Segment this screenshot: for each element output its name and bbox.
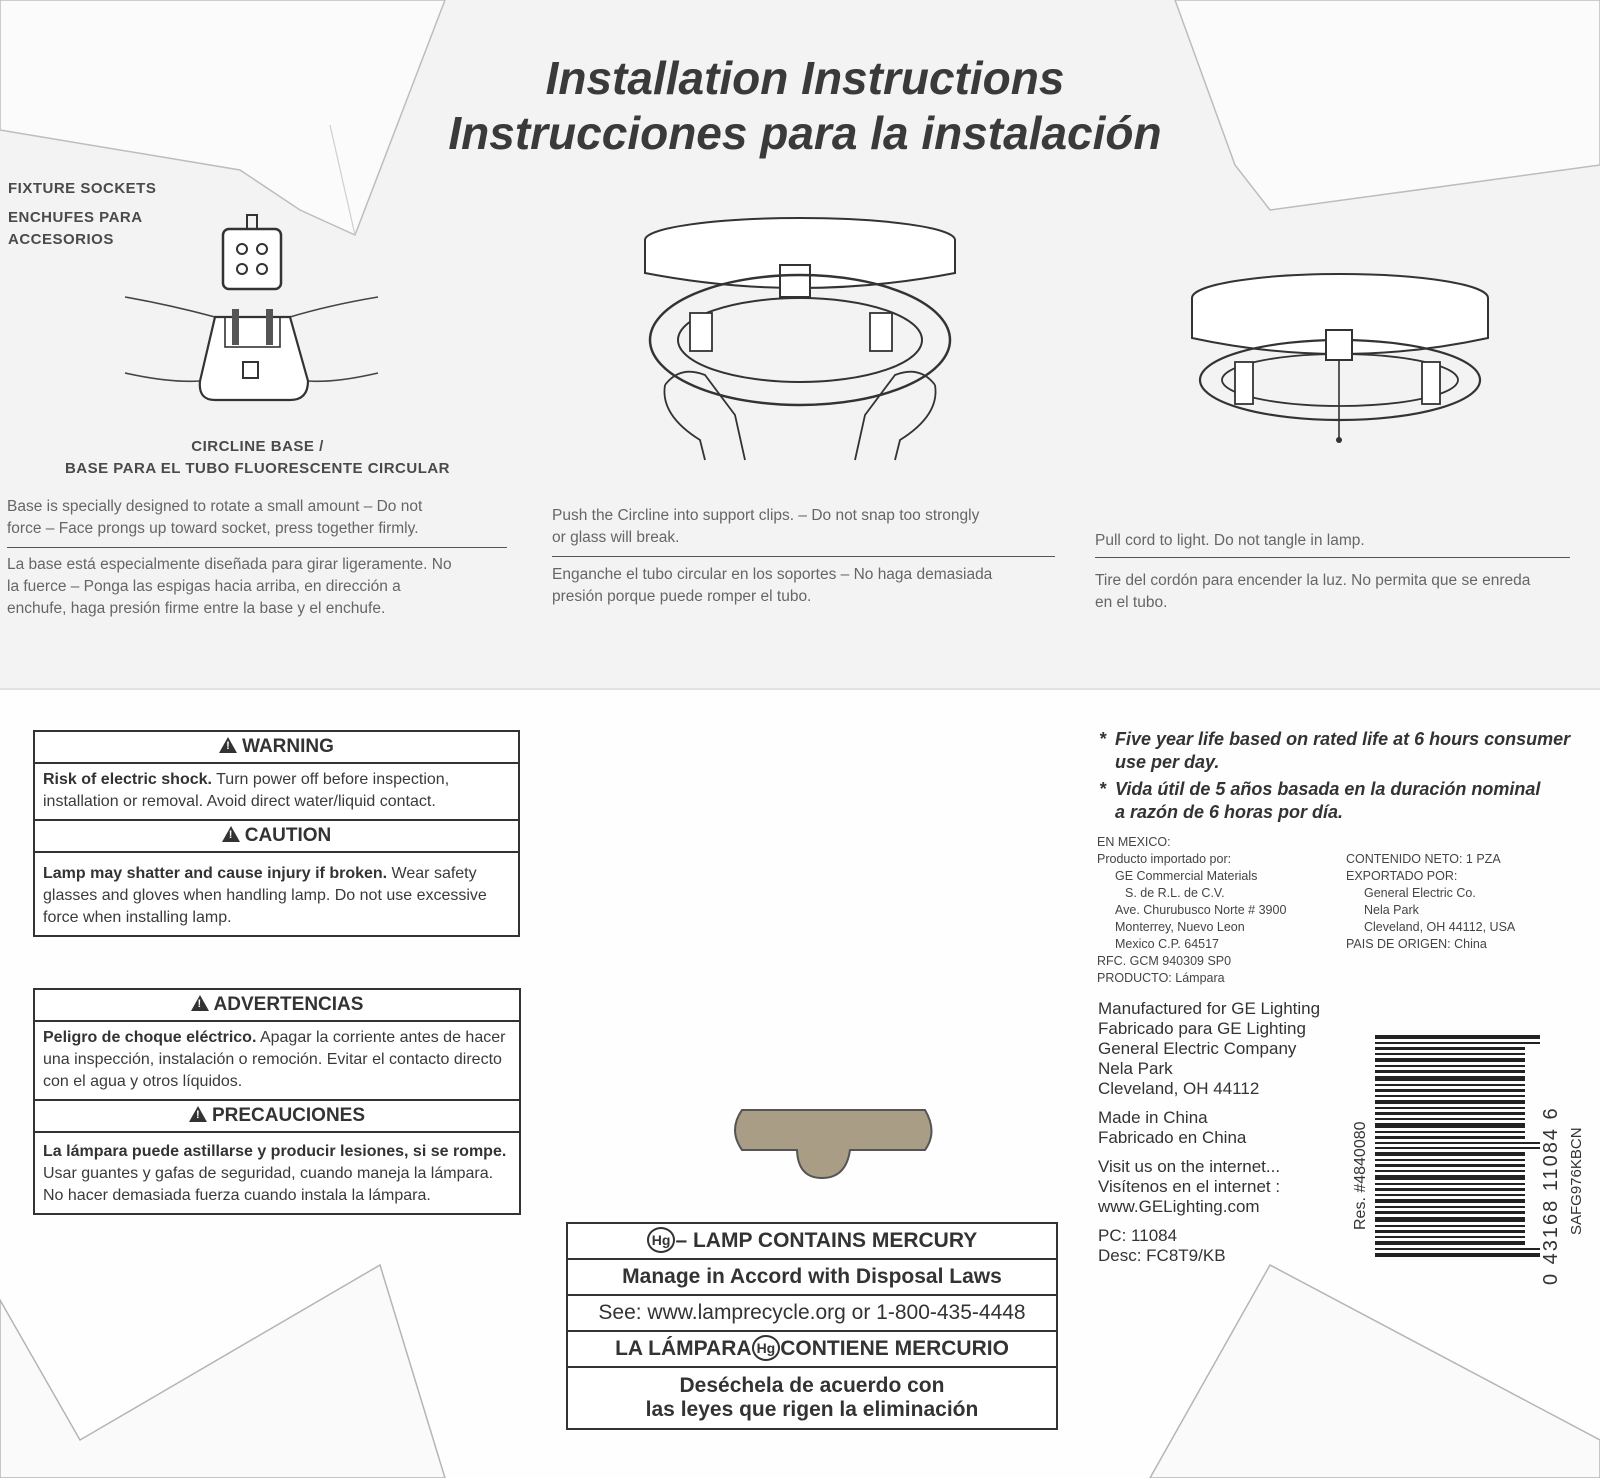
warning-text: Risk of electric shock. Turn power off before inspection, installation or removal. Avoid direct water/liquid contact. bbox=[43, 771, 450, 810]
step1-text-es-3: enchufe, haga presión firme entre la base y el enchufe. bbox=[7, 600, 386, 617]
product-codes: PC: 11084 Desc: FC8T9/KB bbox=[1098, 1226, 1226, 1265]
life-note-es: * Vida útil de 5 años basada en la duración nominal a razón de 6 horas por día. bbox=[1099, 779, 1541, 822]
advertencias-heading: !ADVERTENCIAS bbox=[35, 990, 519, 1022]
circline-base-caption-1: CIRCLINE BASE / bbox=[191, 438, 324, 455]
caution-text: Lamp may shatter and cause injury if broken. Wear safety glasses and gloves when handling lamp. Do not use excessive force when installing lamp. bbox=[43, 865, 487, 926]
step1-divider bbox=[7, 547, 507, 548]
step1-text-en-2: force – Face prongs up toward socket, press together firmly. bbox=[7, 520, 419, 537]
step2-text-en-2: or glass will break. bbox=[552, 529, 680, 546]
warning-triangle-icon bbox=[219, 737, 237, 753]
contiene-mercurio: LA LÁMPARA Hg CONTIENE MERCURIO bbox=[568, 1332, 1056, 1368]
step2-text-es-2: presión porque puede romper el tubo. bbox=[552, 588, 812, 605]
life-note-en: * Five year life based on rated life at 6 hours consumer use per day. bbox=[1099, 729, 1571, 772]
hang-hole bbox=[735, 1110, 932, 1178]
step3-text-en-1: Pull cord to light. Do not tangle in lamp. bbox=[1095, 532, 1365, 549]
step3-text-es-2: en el tubo. bbox=[1095, 594, 1168, 611]
disposal-laws: Manage in Accord with Disposal Laws bbox=[568, 1260, 1056, 1296]
circline-clips-illustration bbox=[640, 215, 970, 475]
advertencias-text: Peligro de choque eléctrico. Apagar la corriente antes de hacer una inspección, instalación o remoción. Evitar el contacto directo con el agua y otros líquidos. bbox=[43, 1029, 506, 1090]
step1-text-es-1: La base está especialmente diseñada para girar ligeramente. No bbox=[7, 556, 452, 573]
caution-heading: !CAUTION bbox=[35, 819, 518, 853]
step1-text-en-1: Base is specially designed to rotate a small amount – Do not bbox=[7, 498, 423, 515]
warning-heading: !WARNING bbox=[35, 732, 518, 764]
fixture-sockets-label: FIXTURE SOCKETS bbox=[8, 180, 157, 197]
step2-text-es-1: Enganche el tubo circular en los soportes – No haga demasiada bbox=[552, 566, 993, 583]
desechela: Deséchela de acuerdo con las leyes que rigen la eliminación bbox=[645, 1374, 979, 1421]
mercury-disposal-box bbox=[566, 1222, 1058, 1430]
precauciones-triangle-icon bbox=[189, 1106, 207, 1122]
step2-text-en-1: Push the Circline into support clips. – Do not snap too strongly bbox=[552, 507, 980, 524]
step2-divider bbox=[552, 556, 1055, 557]
step3-text-es-1: Tire del cordón para encender la luz. No permita que se enreda bbox=[1095, 572, 1531, 589]
hg-symbol-icon-2: Hg bbox=[752, 1335, 781, 1361]
advertencias-precauciones-box bbox=[33, 988, 521, 1215]
precauciones-text: La lámpara puede astillarse y producir lesiones, si se rompe. Usar guantes y gafas de seguridad, cuando maneja la lámpara. No hacer demasiada fuerza cuando instala la lámpara. bbox=[43, 1143, 507, 1204]
pull-cord-illustration bbox=[1190, 270, 1510, 450]
enchufes-label-2: ACCESORIOS bbox=[8, 231, 114, 248]
upc-barcode bbox=[1375, 1035, 1540, 1265]
step1-text-es-2: la fuerce – Ponga las espigas hacia arriba, en dirección a bbox=[7, 578, 401, 595]
lamp-contains-mercury: Hg – LAMP CONTAINS MERCURY bbox=[568, 1224, 1056, 1260]
enchufes-label-1: ENCHUFES PARA bbox=[8, 209, 143, 226]
lamp-recycle-contact: See: www.lamprecycle.org or 1-800-435-4448 bbox=[568, 1296, 1056, 1332]
title-english: Installation Instructions bbox=[545, 52, 1065, 104]
title-spanish: Instrucciones para la instalación bbox=[448, 107, 1162, 159]
export-info: CONTENIDO NETO: 1 PZA EXPORTADO POR: General Electric Co. Nela Park Cleveland, OH 44112, USA PAIS DE ORIGEN: China bbox=[1346, 852, 1516, 951]
advertencias-triangle-icon bbox=[191, 995, 209, 1011]
sku-code: SAFG976KBCN bbox=[1568, 1127, 1585, 1235]
step3-divider bbox=[1095, 557, 1570, 558]
warning-caution-box bbox=[33, 730, 520, 937]
made-in-info: Made in China Fabricado en China bbox=[1098, 1108, 1247, 1147]
barcode-digits: 0 43168 11084 6 bbox=[1540, 1106, 1562, 1285]
res-number: Res. #4840080 bbox=[1352, 1121, 1369, 1230]
mexico-import-info: EN MEXICO: Producto importado por: GE Commercial Materials S. de R.L. de C.V. Ave. Churubusco Norte # 3900 Monterrey, Nuevo Leon Mexico C.P. 64517 RFC. GCM 940309 SP0 PRODUCTO: Lámpara bbox=[1097, 835, 1287, 985]
precauciones-heading: !PRECAUCIONES bbox=[35, 1099, 519, 1133]
socket-base-illustration bbox=[120, 205, 400, 420]
hg-symbol-icon: Hg bbox=[647, 1227, 676, 1253]
website-info: Visit us on the internet... Visítenos en el internet : www.GELighting.com bbox=[1098, 1157, 1281, 1216]
circline-base-caption-2: BASE PARA EL TUBO FLUORESCENTE CIRCULAR bbox=[64, 460, 451, 477]
ge-lighting-url: www.GELighting.com bbox=[1098, 1197, 1260, 1216]
caution-triangle-icon bbox=[222, 826, 240, 842]
manufacturer-info: Manufactured for GE Lighting Fabricado para GE Lighting General Electric Company Nela Park Cleveland, OH 44112 bbox=[1098, 999, 1321, 1098]
